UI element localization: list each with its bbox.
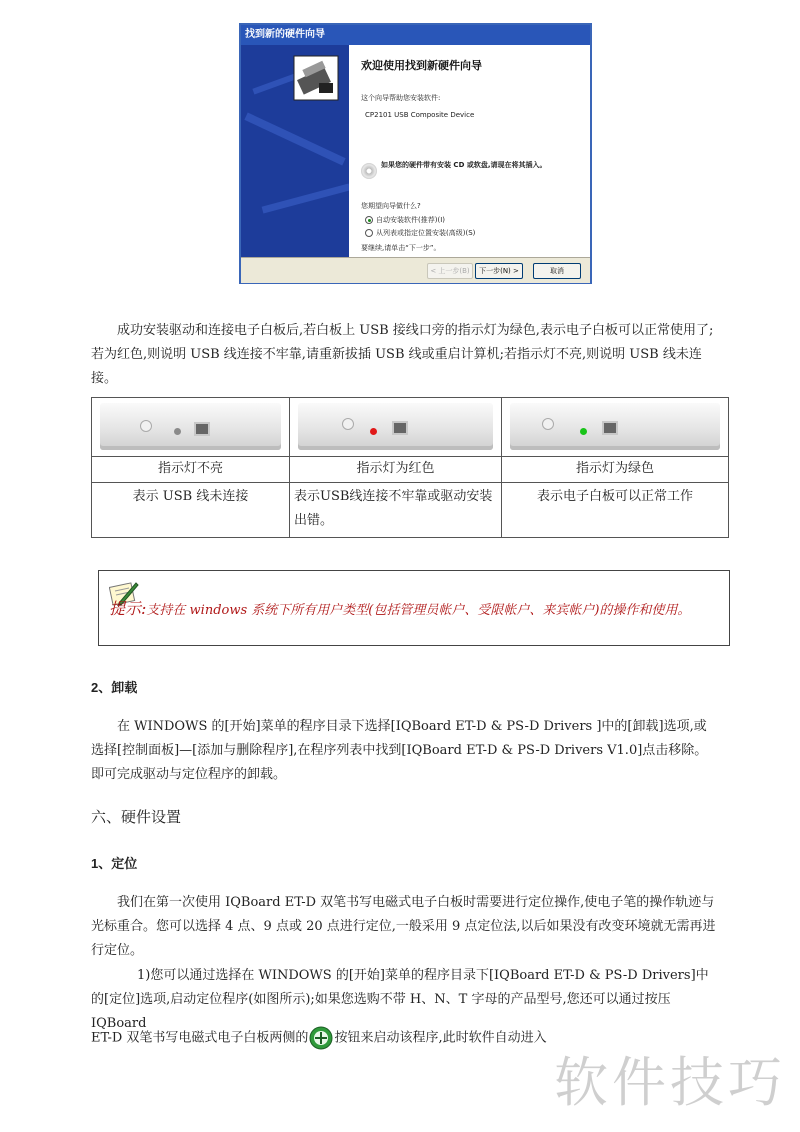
label-led-off: 指示灯不亮 — [92, 457, 290, 483]
option-auto-install[interactable]: 自动安装软件(推荐)(I) — [365, 215, 445, 225]
photo-cell-off — [92, 398, 290, 457]
led-red-icon — [370, 428, 377, 435]
device-name: CP2101 USB Composite Device — [365, 111, 475, 119]
whiteboard-photo-led-red — [290, 398, 501, 456]
knob-icon — [140, 420, 152, 432]
indicator-status-table — [91, 397, 729, 538]
whiteboard-photo-led-off — [92, 398, 289, 456]
positioning-step1-paragraph: 1)您可以通过选择在 WINDOWS 的[开始]菜单的程序目录下[IQBoard ET-D & PS-D Drivers]中的[定位]选项,启动定位程序(如图所示);如果您选购不带 H、N、T 字母的产品型号,您还可以通过按压 IQBoard — [91, 968, 709, 1031]
option-list-install[interactable]: 从列表或指定位置安装(高级)(S) — [365, 228, 475, 238]
wizard-title: 找到新的硬件向导 — [241, 25, 590, 45]
label-led-red: 指示灯为红色 — [290, 457, 502, 483]
radio-icon — [365, 229, 373, 237]
wizard-button-bar — [241, 257, 590, 283]
knob-icon — [342, 418, 354, 430]
continue-note: 要继续,请单击“下一步”。 — [361, 244, 441, 252]
cd-icon — [361, 163, 377, 179]
usb-port-icon — [392, 421, 408, 435]
cancel-button[interactable]: 取消 — [533, 263, 581, 279]
tip-label: 提示: — [109, 599, 147, 618]
led-green-icon — [580, 428, 587, 435]
wizard-side-banner — [241, 45, 349, 257]
cd-note: 如果您的硬件带有安装 CD 或软盘,请现在将其插入。 — [381, 161, 547, 169]
photo-cell-green — [502, 398, 729, 457]
wizard-content — [349, 45, 590, 257]
wizard-heading: 欢迎使用找到新硬件向导 — [361, 59, 482, 72]
back-button[interactable]: < 上一步(B) — [427, 263, 473, 279]
positioning-paragraph: 我们在第一次使用 IQBoard ET-D 双笔书写电磁式电子白板时需要进行定位操作,使电子笔的操作轨迹与光标重合。您可以选择 4 点、9 点或 20 点进行定位,一般采用 9 点定位法,以后如果没有改变环境就无需再进行定位。 — [91, 895, 716, 958]
photo-cell-red — [290, 398, 502, 457]
whiteboard-photo-led-green — [502, 398, 728, 456]
locate-button-icon — [309, 1026, 333, 1050]
usb-port-icon — [194, 422, 210, 436]
knob-icon — [542, 418, 554, 430]
radio-selected-icon — [365, 216, 373, 224]
watermark: 软件技巧 — [554, 1051, 786, 1114]
wizard-question: 您期望向导做什么? — [361, 202, 421, 210]
usb-port-icon — [602, 421, 618, 435]
tip-box — [98, 570, 730, 646]
wizard-intro: 这个向导帮助您安装软件: — [361, 94, 441, 102]
next-button[interactable]: 下一步(N) > — [475, 263, 523, 279]
desc-led-off: 表示 USB 线未连接 — [92, 483, 290, 538]
positioning-step1-continued: ET-D 双笔书写电磁式电子白板两侧的 按钮来启动该程序,此时软件自动进入 — [91, 1026, 731, 1051]
desc-led-red: 表示USB线连接不牢靠或驱动安装出错。 — [290, 483, 502, 538]
uninstall-heading: 2、卸载 — [91, 680, 138, 695]
hardware-wizard-icon — [293, 55, 339, 101]
label-led-green: 指示灯为绿色 — [502, 457, 729, 483]
hardware-settings-heading: 六、硬件设置 — [91, 808, 182, 826]
intro-paragraph: 成功安装驱动和连接电子白板后,若白板上 USB 接线口旁的指示灯为绿色,表示电子白板可以正常使用了;若为红色,则说明 USB 线连接不牢靠,请重新拔插 USB 线或重启计算机;若指示灯不亮,则说明 USB 线未连接。 — [91, 323, 714, 386]
tip-body: 支持在 windows 系统下所有用户类型(包括管理员帐户、受限帐户、来宾帐户)的操作和使用。 — [146, 603, 691, 618]
tip-text — [109, 597, 721, 623]
found-new-hardware-wizard-screenshot — [239, 23, 592, 284]
led-off-icon — [174, 428, 181, 435]
desc-led-green: 表示电子白板可以正常工作 — [502, 483, 729, 538]
positioning-heading: 1、定位 — [91, 856, 138, 871]
uninstall-paragraph: 在 WINDOWS 的[开始]菜单的程序目录下选择[IQBoard ET-D & PS-D Drivers ]中的[卸载]选项,或选择[控制面板]—[添加与删除程序],在程序列表中找到[IQBoard ET-D & PS-D Drivers V1.0]点击移除。即可完成驱动与定位程序的卸载。 — [91, 719, 708, 782]
